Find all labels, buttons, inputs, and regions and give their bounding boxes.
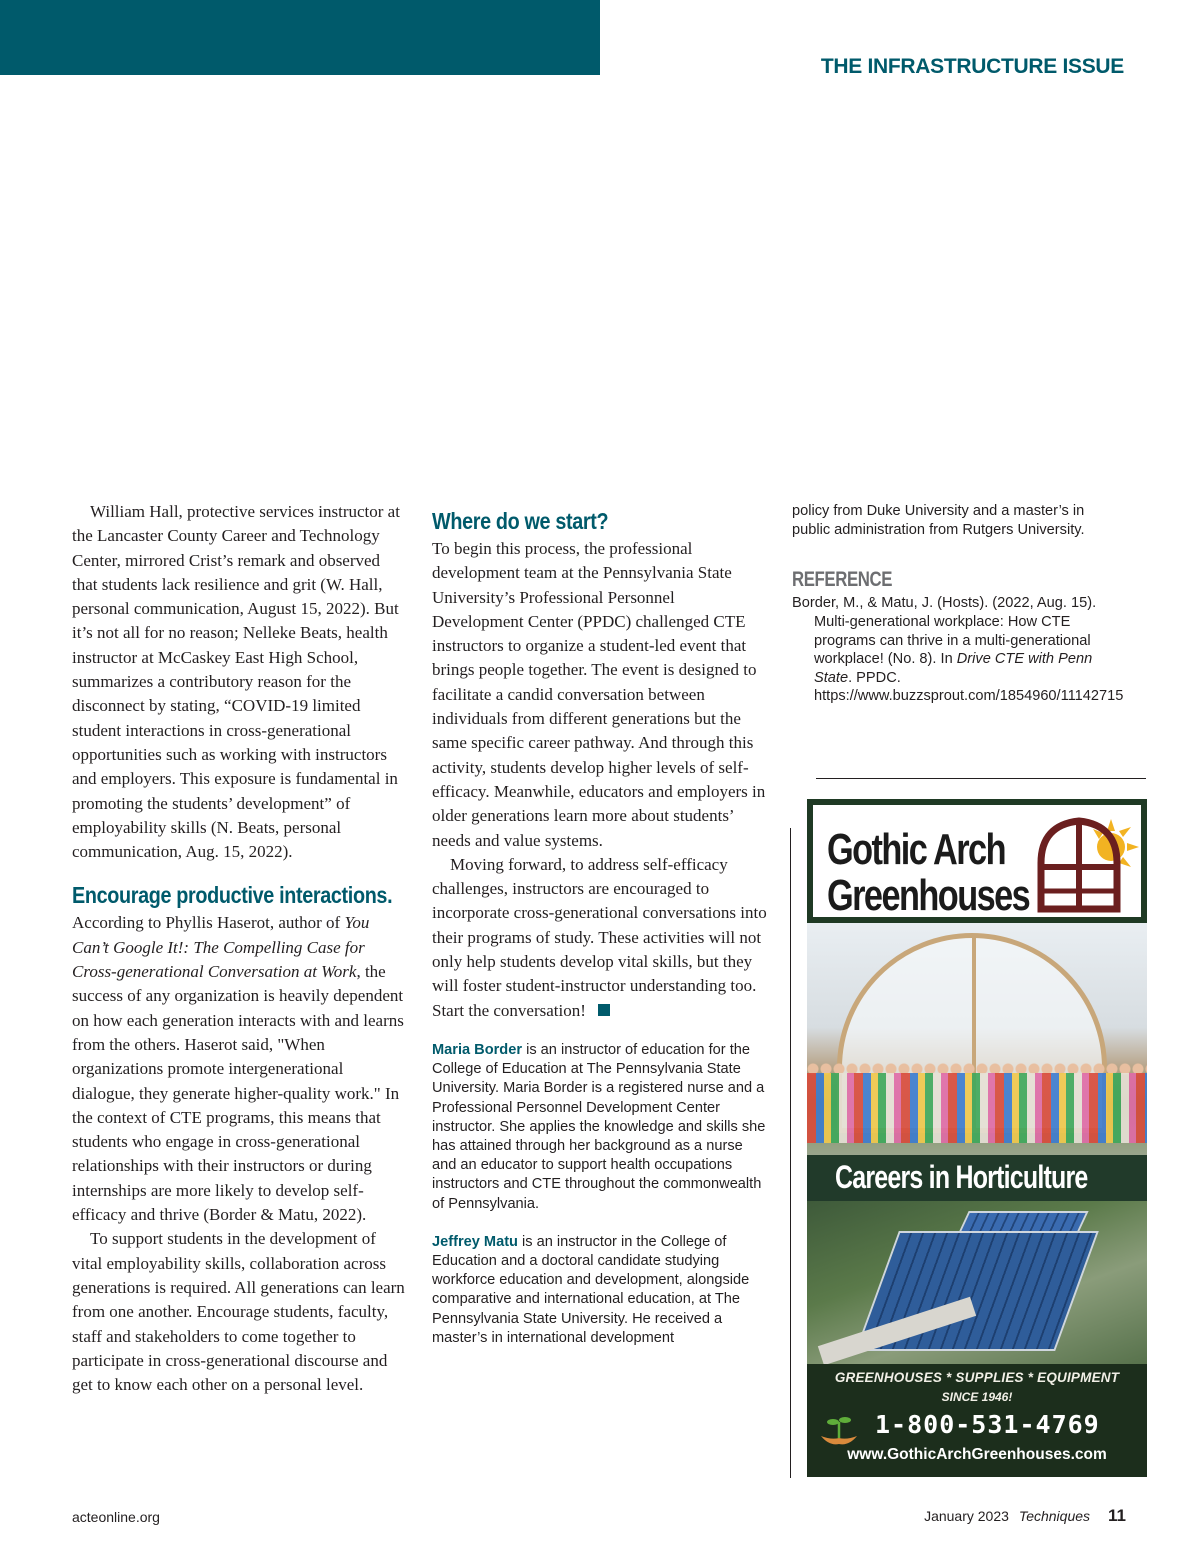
issue-title: THE INFRASTRUCTURE ISSUE <box>820 55 1124 78</box>
header-bar <box>0 0 600 75</box>
ad-logo-panel <box>807 799 1147 923</box>
paragraph-moving-forward <box>432 853 768 1023</box>
bio-text-maria: is an instructor of education for the College of Education at The Pennsylvania State University. Maria Border is a registered nurse and a Professional Personnel Development Center instructor. She applies the knowledge and skills she has attained through her background as a nurse and an educator to support health occupations instructors and CTE throughout the commonwealth of Pennsylvania. <box>432 1041 766 1212</box>
page-number: 11 <box>1108 1506 1126 1525</box>
footer-issue <box>924 1506 1126 1526</box>
article-column-2 <box>432 508 768 1348</box>
reference-heading: REFERENCE <box>792 568 893 592</box>
paragraph-haserot <box>72 911 408 1227</box>
divider-rule-vertical <box>790 828 791 1478</box>
paragraph-haserot-rest: , the success of any organization is heavily dependent on how each generation interacts with and learns from the others. Haserot said, "When organizations promote intergenerational dialogue, they generate higher-quality work." In the context of CTE programs, this means that students who engage in cross-generational relationships with their instructors or during internships are more likely to develop self-efficacy and thrive (Border & Matu, 2022). <box>72 962 404 1225</box>
ad-photo-greenhouse <box>807 1201 1147 1381</box>
end-mark-icon <box>598 1004 610 1016</box>
paragraph-moving-forward-text: Moving forward, to address self-efficacy challenges, instructors are encouraged to incorporate cross-generational conversations into their programs of study. These activities will not only help students develop vital skills, but they will foster student-instructor understanding too. Start the conversation! <box>432 854 767 1020</box>
paragraph-support: To support students in the development of vital employability skills, collaboration across generations is required. All generations can learn from one another. Encourage students, faculty, staff and stakeholders to come together to participate in cross-generational discourse and get to know each other on a personal level. <box>72 1229 405 1395</box>
student-crowd <box>807 1073 1147 1143</box>
paragraph-haserot-lead: According to Phyllis Haserot, author of <box>72 913 345 933</box>
seedling-hands-icon <box>817 1412 861 1448</box>
ad-phone-number[interactable]: 1-800-531-4769 <box>875 1410 1100 1439</box>
paragraph-hall: William Hall, protective services instructor at the Lancaster County Career and Technology Center, mirrored Crist’s remark and observed that students lack resilience and grit (W. Hall, personal communication, August 15, 2022). But it’s not all for no reason; Nelleke Beats, health instructor at McCaskey East High School, summarizes a contributory reason for the disconnect by stating, “COVID-19 limited student interactions in cross-generational opportunities such as working with instructors and employers. This exposure is fundamental in promoting the students’ development” of employability skills (N. Beats, personal communication, Aug. 15, 2022). <box>72 502 400 862</box>
ad-tagline: Careers in Horticulture <box>835 1159 1088 1195</box>
bio-name-jeffrey: Jeffrey Matu <box>432 1233 518 1250</box>
ad-website-link[interactable]: www.GothicArchGreenhouses.com <box>847 1446 1107 1463</box>
article-column-1 <box>72 500 408 1397</box>
subhead-where-start: Where do we start? <box>432 508 609 534</box>
ad-brand-line1: Gothic Arch <box>827 825 1005 874</box>
reference-podcast-title: Drive CTE with Penn State <box>814 651 1093 686</box>
subhead-encourage: Encourage productive interactions. <box>72 882 393 909</box>
ad-supplies-line: GREENHOUSES * SUPPLIES * EQUIPMENT <box>834 1370 1120 1385</box>
reference-url: . PPDC. https://www.buzzsprout.com/1854960/11142715 <box>814 669 1124 705</box>
reference-entry <box>792 594 1122 706</box>
ad-brand-line2: Greenhouses <box>827 871 1030 920</box>
advertisement[interactable] <box>807 799 1147 1477</box>
footer-site[interactable]: acteonline.org <box>72 1509 160 1525</box>
ad-since-line: SINCE 1946! <box>941 1390 1013 1404</box>
book-title: You Can’t Google It!: The Compelling Case for Cross-generational Conversation at Work <box>72 913 370 982</box>
greenhouse-logo-icon <box>1033 817 1143 917</box>
bio-name-maria: Maria Border <box>432 1041 523 1058</box>
bio-jeffrey-matu <box>432 1233 768 1348</box>
reference-lead: Border, M., & Matu, J. (Hosts). (2022, Aug. 15). Multi-generational workplace: How CTE programs can thrive in a multi-generational workplace! (No. 8). In <box>792 595 1097 668</box>
article-column-3 <box>792 502 1122 706</box>
ad-photo-students <box>807 923 1147 1155</box>
footer-date: January 2023 <box>924 1508 1009 1524</box>
ad-tagline-band <box>807 1155 1147 1201</box>
bio-continuation: policy from Duke University and a master’s in public administration from Rutgers University. <box>792 503 1085 539</box>
paragraph-ppdc: To begin this process, the professional development team at the Pennsylvania State University’s Professional Personnel Development Center (PPDC) challenged CTE instructors to organize a student-led event that brings people together. The event is designed to facilitate a candid conversation between individuals from different generations but the same specific career pathway. And through this activity, students develop higher levels of self-efficacy. Meanwhile, educators and employers in older generations learn more about students’ needs and value systems. <box>432 539 766 850</box>
bio-text-jeffrey: is an instructor in the College of Education and a doctoral candidate studying workforce education and development, alongside comparative and international education, at The Pennsylvania State University. He received a master’s in international development <box>432 1233 750 1346</box>
ad-contact-panel <box>807 1364 1147 1477</box>
divider-rule-horizontal <box>816 778 1146 779</box>
bio-maria-border <box>432 1041 768 1214</box>
footer-magazine: Techniques <box>1018 1508 1091 1524</box>
